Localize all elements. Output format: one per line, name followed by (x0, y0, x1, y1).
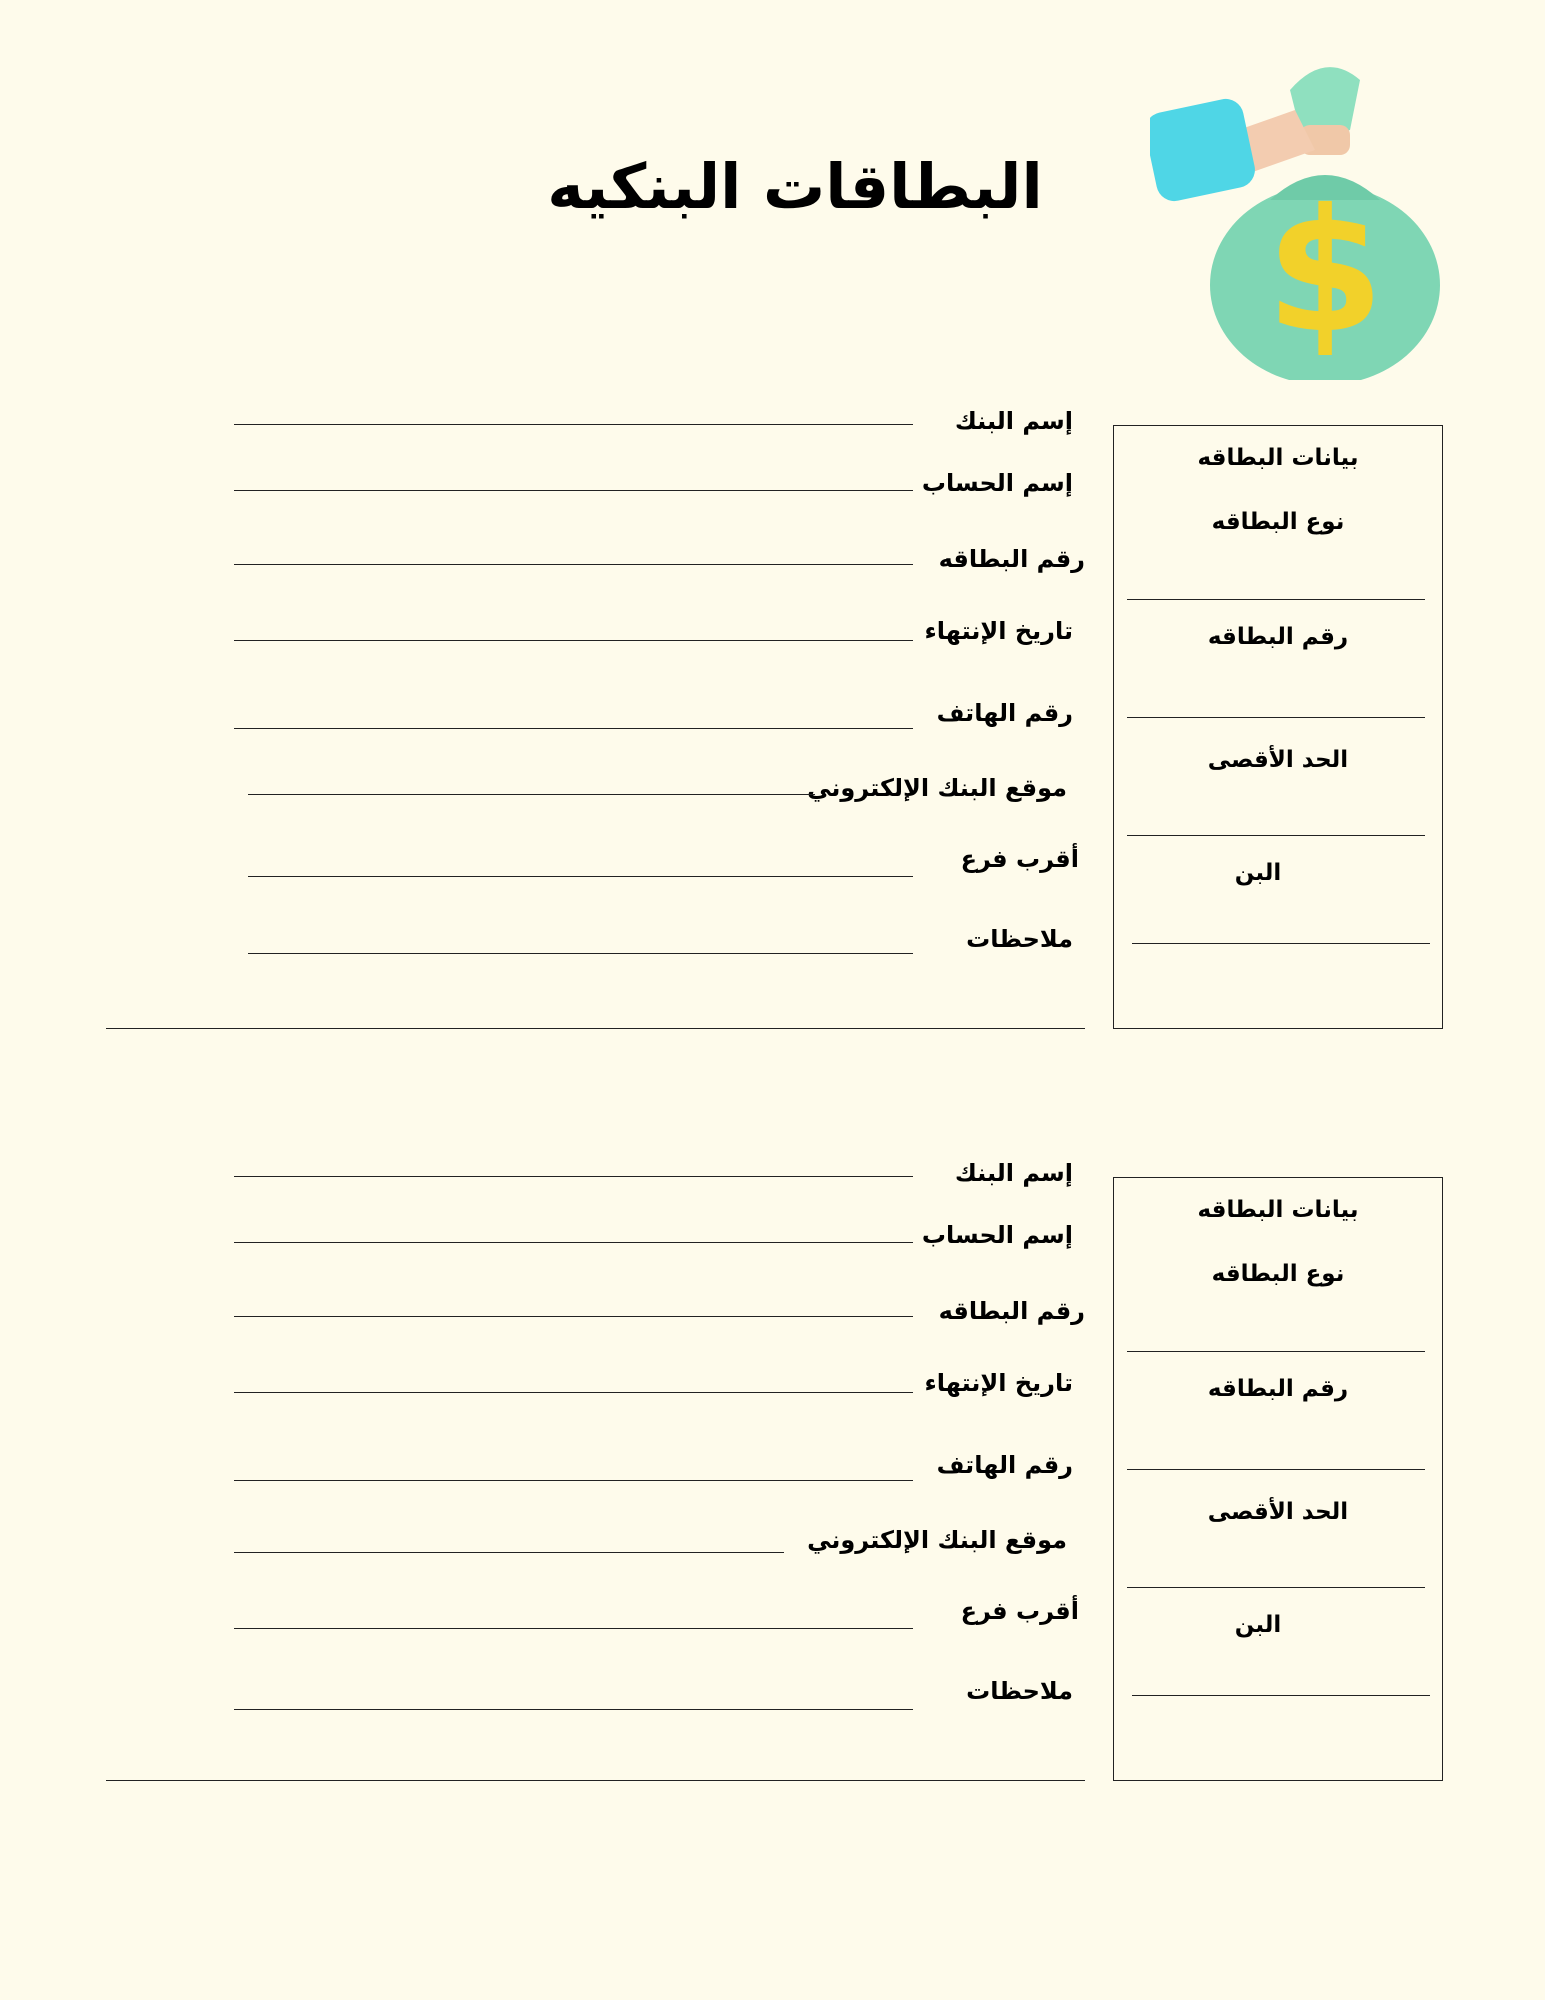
page-title: البطاقات البنكيه (547, 150, 1043, 223)
label-bank-name: إسم البنك (954, 1159, 1073, 1187)
label-account-name: إسم الحساب (921, 469, 1073, 497)
label-phone: رقم الهاتف (936, 1451, 1073, 1479)
label-card-number: رقم البطاقه (938, 1297, 1085, 1325)
pin-line[interactable] (1132, 1695, 1430, 1696)
notes-line-2[interactable] (106, 1028, 1085, 1029)
label-notes: ملاحظات (966, 1677, 1073, 1705)
max-limit-line[interactable] (1127, 1587, 1425, 1588)
bank-name-line[interactable] (234, 1176, 913, 1177)
phone-line[interactable] (234, 728, 913, 729)
pin-label: البن (1234, 1612, 1282, 1638)
label-expiry-date: تاريخ الإنتهاء (924, 617, 1073, 645)
money-bag-icon (1150, 30, 1460, 380)
card-type-label: نوع البطاقه (1211, 509, 1345, 535)
max-limit-label: الحد الأقصى (1207, 747, 1349, 773)
website-line[interactable] (248, 794, 815, 795)
label-bank-name: إسم البنك (954, 407, 1073, 435)
label-expiry-date: تاريخ الإنتهاء (924, 1369, 1073, 1397)
website-line[interactable] (234, 1552, 784, 1553)
label-card-number: رقم البطاقه (938, 545, 1085, 573)
pin-label: البن (1234, 860, 1282, 886)
card-type-line[interactable] (1127, 1351, 1425, 1352)
max-limit-label: الحد الأقصى (1207, 1499, 1349, 1525)
card-details-box (1113, 1177, 1443, 1781)
card-section-2 (0, 1152, 1545, 1792)
card-number-box-label: رقم البطاقه (1207, 624, 1349, 650)
card-number-line[interactable] (234, 1316, 913, 1317)
label-nearest-branch: أقرب فرع (960, 845, 1079, 873)
label-account-name: إسم الحساب (921, 1221, 1073, 1249)
label-website: موقع البنك الإلكتروني (807, 774, 1067, 802)
notes-line[interactable] (234, 1709, 913, 1710)
card-type-label: نوع البطاقه (1211, 1261, 1345, 1287)
card-number-box-line[interactable] (1127, 717, 1425, 718)
card-section-1 (0, 400, 1545, 1040)
expiry-date-line[interactable] (234, 1392, 913, 1393)
account-name-line[interactable] (234, 490, 913, 491)
card-details-heading: بيانات البطاقه (1197, 445, 1359, 471)
nearest-branch-line[interactable] (248, 876, 913, 877)
bank-name-line[interactable] (234, 424, 913, 425)
svg-text:$: $ (1265, 173, 1385, 371)
expiry-date-line[interactable] (234, 640, 913, 641)
card-number-box-label: رقم البطاقه (1207, 1376, 1349, 1402)
notes-line-2[interactable] (106, 1780, 1085, 1781)
card-type-line[interactable] (1127, 599, 1425, 600)
card-details-box (1113, 425, 1443, 1029)
nearest-branch-line[interactable] (234, 1628, 913, 1629)
phone-line[interactable] (234, 1480, 913, 1481)
pin-line[interactable] (1132, 943, 1430, 944)
label-website: موقع البنك الإلكتروني (807, 1526, 1067, 1554)
label-phone: رقم الهاتف (936, 699, 1073, 727)
label-nearest-branch: أقرب فرع (960, 1597, 1079, 1625)
notes-line[interactable] (248, 953, 913, 954)
label-notes: ملاحظات (966, 925, 1073, 953)
card-number-line[interactable] (234, 564, 913, 565)
card-details-heading: بيانات البطاقه (1197, 1197, 1359, 1223)
card-number-box-line[interactable] (1127, 1469, 1425, 1470)
account-name-line[interactable] (234, 1242, 913, 1243)
max-limit-line[interactable] (1127, 835, 1425, 836)
